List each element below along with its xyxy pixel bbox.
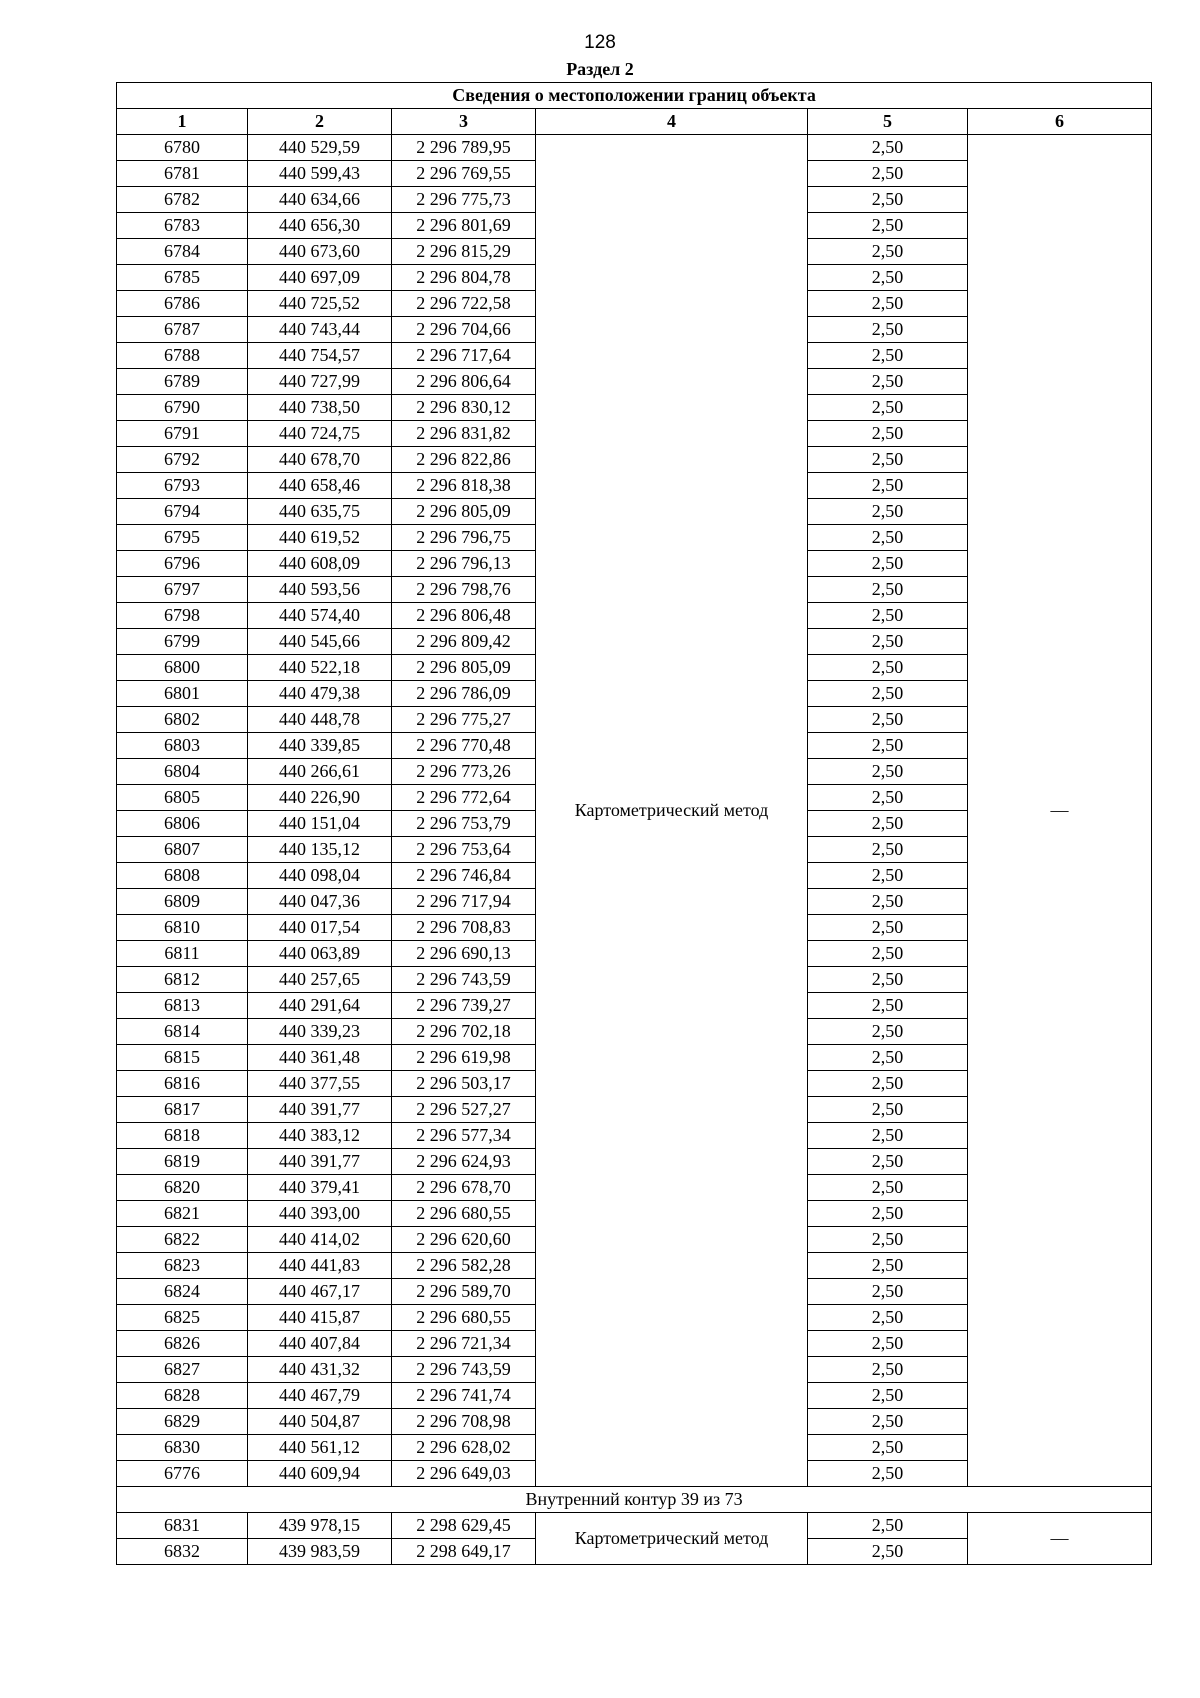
- y-coordinate-cell: 2 296 822,86: [392, 447, 536, 473]
- y-coordinate-cell: 2 296 708,83: [392, 915, 536, 941]
- y-coordinate-cell: 2 296 818,38: [392, 473, 536, 499]
- contour-label-group: [117, 1487, 1152, 1513]
- point-number-cell: 6820: [117, 1175, 248, 1201]
- precision-cell: 2,50: [808, 239, 968, 265]
- x-coordinate-cell: 440 339,23: [248, 1019, 392, 1045]
- precision-cell: 2,50: [808, 317, 968, 343]
- x-coordinate-cell: 440 361,48: [248, 1045, 392, 1071]
- column-number: 2: [248, 109, 392, 135]
- x-coordinate-cell: 440 545,66: [248, 629, 392, 655]
- precision-cell: 2,50: [808, 1201, 968, 1227]
- point-number-cell: 6828: [117, 1383, 248, 1409]
- precision-cell: 2,50: [808, 161, 968, 187]
- y-coordinate-cell: 2 296 704,66: [392, 317, 536, 343]
- precision-cell: 2,50: [808, 213, 968, 239]
- precision-cell: 2,50: [808, 863, 968, 889]
- point-number-cell: 6788: [117, 343, 248, 369]
- point-number-cell: 6817: [117, 1097, 248, 1123]
- point-number-cell: 6832: [117, 1539, 248, 1565]
- point-number-cell: 6818: [117, 1123, 248, 1149]
- y-coordinate-cell: 2 296 708,98: [392, 1409, 536, 1435]
- notes-cell: —: [968, 135, 1152, 1487]
- y-coordinate-cell: 2 296 775,73: [392, 187, 536, 213]
- point-number-cell: 6803: [117, 733, 248, 759]
- contour-label-row: [117, 1487, 1152, 1513]
- y-coordinate-cell: 2 296 722,58: [392, 291, 536, 317]
- y-coordinate-cell: 2 296 619,98: [392, 1045, 536, 1071]
- x-coordinate-cell: 440 448,78: [248, 707, 392, 733]
- y-coordinate-cell: 2 296 721,34: [392, 1331, 536, 1357]
- x-coordinate-cell: 440 697,09: [248, 265, 392, 291]
- precision-cell: 2,50: [808, 525, 968, 551]
- x-coordinate-cell: 440 151,04: [248, 811, 392, 837]
- y-coordinate-cell: 2 296 772,64: [392, 785, 536, 811]
- y-coordinate-cell: 2 296 743,59: [392, 967, 536, 993]
- point-number-cell: 6813: [117, 993, 248, 1019]
- y-coordinate-cell: 2 296 805,09: [392, 655, 536, 681]
- point-number-cell: 6797: [117, 577, 248, 603]
- point-number-cell: 6830: [117, 1435, 248, 1461]
- y-coordinate-cell: 2 296 830,12: [392, 395, 536, 421]
- point-number-cell: 6810: [117, 915, 248, 941]
- point-number-cell: 6786: [117, 291, 248, 317]
- x-coordinate-cell: 440 561,12: [248, 1435, 392, 1461]
- precision-cell: 2,50: [808, 1539, 968, 1565]
- precision-cell: 2,50: [808, 421, 968, 447]
- y-coordinate-cell: 2 296 753,64: [392, 837, 536, 863]
- x-coordinate-cell: 440 634,66: [248, 187, 392, 213]
- point-number-cell: 6826: [117, 1331, 248, 1357]
- point-number-cell: 6787: [117, 317, 248, 343]
- y-coordinate-cell: 2 296 678,70: [392, 1175, 536, 1201]
- precision-cell: 2,50: [808, 265, 968, 291]
- point-number-cell: 6814: [117, 1019, 248, 1045]
- x-coordinate-cell: 440 414,02: [248, 1227, 392, 1253]
- precision-cell: 2,50: [808, 1253, 968, 1279]
- y-coordinate-cell: 2 298 649,17: [392, 1539, 536, 1565]
- precision-cell: 2,50: [808, 1227, 968, 1253]
- x-coordinate-cell: 440 608,09: [248, 551, 392, 577]
- x-coordinate-cell: 440 467,17: [248, 1279, 392, 1305]
- y-coordinate-cell: 2 296 503,17: [392, 1071, 536, 1097]
- y-coordinate-cell: 2 296 582,28: [392, 1253, 536, 1279]
- table-caption: Сведения о местоположении границ объекта: [117, 83, 1152, 109]
- point-number-cell: 6798: [117, 603, 248, 629]
- x-coordinate-cell: 440 017,54: [248, 915, 392, 941]
- precision-cell: 2,50: [808, 967, 968, 993]
- point-number-cell: 6776: [117, 1461, 248, 1487]
- y-coordinate-cell: 2 296 741,74: [392, 1383, 536, 1409]
- point-number-cell: 6819: [117, 1149, 248, 1175]
- x-coordinate-cell: 440 063,89: [248, 941, 392, 967]
- point-number-cell: 6790: [117, 395, 248, 421]
- point-number-cell: 6815: [117, 1045, 248, 1071]
- method-cell: Картометрический метод: [536, 135, 808, 1487]
- table-caption-row: [117, 83, 1152, 109]
- x-coordinate-cell: 440 724,75: [248, 421, 392, 447]
- point-number-cell: 6831: [117, 1513, 248, 1539]
- y-coordinate-cell: 2 296 589,70: [392, 1279, 536, 1305]
- y-coordinate-cell: 2 296 789,95: [392, 135, 536, 161]
- precision-cell: 2,50: [808, 915, 968, 941]
- y-coordinate-cell: 2 296 775,27: [392, 707, 536, 733]
- point-number-cell: 6801: [117, 681, 248, 707]
- x-coordinate-cell: 440 619,52: [248, 525, 392, 551]
- precision-cell: 2,50: [808, 1279, 968, 1305]
- y-coordinate-cell: 2 296 809,42: [392, 629, 536, 655]
- x-coordinate-cell: 440 678,70: [248, 447, 392, 473]
- precision-cell: 2,50: [808, 1175, 968, 1201]
- y-coordinate-cell: 2 296 804,78: [392, 265, 536, 291]
- precision-cell: 2,50: [808, 1305, 968, 1331]
- y-coordinate-cell: 2 296 806,64: [392, 369, 536, 395]
- precision-cell: 2,50: [808, 1409, 968, 1435]
- y-coordinate-cell: 2 296 796,13: [392, 551, 536, 577]
- precision-cell: 2,50: [808, 993, 968, 1019]
- point-number-cell: 6794: [117, 499, 248, 525]
- precision-cell: 2,50: [808, 499, 968, 525]
- page-number: 128: [584, 32, 616, 53]
- y-coordinate-cell: 2 298 629,45: [392, 1513, 536, 1539]
- notes-cell: —: [968, 1513, 1152, 1565]
- y-coordinate-cell: 2 296 527,27: [392, 1097, 536, 1123]
- x-coordinate-cell: 440 754,57: [248, 343, 392, 369]
- x-coordinate-cell: 439 983,59: [248, 1539, 392, 1565]
- precision-cell: 2,50: [808, 655, 968, 681]
- column-number: 3: [392, 109, 536, 135]
- precision-cell: 2,50: [808, 447, 968, 473]
- precision-cell: 2,50: [808, 1357, 968, 1383]
- precision-cell: 2,50: [808, 811, 968, 837]
- precision-cell: 2,50: [808, 1513, 968, 1539]
- precision-cell: 2,50: [808, 1097, 968, 1123]
- point-number-cell: 6796: [117, 551, 248, 577]
- column-number-row: [117, 109, 1152, 135]
- y-coordinate-cell: 2 296 702,18: [392, 1019, 536, 1045]
- precision-cell: 2,50: [808, 1071, 968, 1097]
- x-coordinate-cell: 440 391,77: [248, 1149, 392, 1175]
- x-coordinate-cell: 440 658,46: [248, 473, 392, 499]
- precision-cell: 2,50: [808, 1123, 968, 1149]
- precision-cell: 2,50: [808, 603, 968, 629]
- y-coordinate-cell: 2 296 690,13: [392, 941, 536, 967]
- point-number-cell: 6791: [117, 421, 248, 447]
- point-number-cell: 6825: [117, 1305, 248, 1331]
- precision-cell: 2,50: [808, 395, 968, 421]
- x-coordinate-cell: 440 727,99: [248, 369, 392, 395]
- column-number: 1: [117, 109, 248, 135]
- x-coordinate-cell: 440 291,64: [248, 993, 392, 1019]
- y-coordinate-cell: 2 296 796,75: [392, 525, 536, 551]
- y-coordinate-cell: 2 296 739,27: [392, 993, 536, 1019]
- x-coordinate-cell: 440 529,59: [248, 135, 392, 161]
- x-coordinate-cell: 440 673,60: [248, 239, 392, 265]
- x-coordinate-cell: 440 479,38: [248, 681, 392, 707]
- point-number-cell: 6781: [117, 161, 248, 187]
- precision-cell: 2,50: [808, 343, 968, 369]
- inner-contour-points-group: [117, 1513, 1152, 1565]
- y-coordinate-cell: 2 296 769,55: [392, 161, 536, 187]
- precision-cell: 2,50: [808, 941, 968, 967]
- x-coordinate-cell: 440 743,44: [248, 317, 392, 343]
- point-number-cell: 6805: [117, 785, 248, 811]
- boundary-coordinates-table: [116, 82, 1152, 1565]
- point-number-cell: 6807: [117, 837, 248, 863]
- precision-cell: 2,50: [808, 1435, 968, 1461]
- x-coordinate-cell: 440 047,36: [248, 889, 392, 915]
- x-coordinate-cell: 440 135,12: [248, 837, 392, 863]
- y-coordinate-cell: 2 296 649,03: [392, 1461, 536, 1487]
- precision-cell: 2,50: [808, 629, 968, 655]
- precision-cell: 2,50: [808, 707, 968, 733]
- y-coordinate-cell: 2 296 577,34: [392, 1123, 536, 1149]
- point-number-cell: 6804: [117, 759, 248, 785]
- column-number: 6: [968, 109, 1152, 135]
- x-coordinate-cell: 440 391,77: [248, 1097, 392, 1123]
- point-number-cell: 6793: [117, 473, 248, 499]
- x-coordinate-cell: 440 593,56: [248, 577, 392, 603]
- precision-cell: 2,50: [808, 1331, 968, 1357]
- x-coordinate-cell: 440 377,55: [248, 1071, 392, 1097]
- y-coordinate-cell: 2 296 628,02: [392, 1435, 536, 1461]
- point-number-cell: 6795: [117, 525, 248, 551]
- y-coordinate-cell: 2 296 786,09: [392, 681, 536, 707]
- point-number-cell: 6824: [117, 1279, 248, 1305]
- y-coordinate-cell: 2 296 831,82: [392, 421, 536, 447]
- x-coordinate-cell: 440 609,94: [248, 1461, 392, 1487]
- point-number-cell: 6802: [117, 707, 248, 733]
- point-number-cell: 6782: [117, 187, 248, 213]
- y-coordinate-cell: 2 296 815,29: [392, 239, 536, 265]
- precision-cell: 2,50: [808, 135, 968, 161]
- precision-cell: 2,50: [808, 837, 968, 863]
- precision-cell: 2,50: [808, 187, 968, 213]
- x-coordinate-cell: 440 725,52: [248, 291, 392, 317]
- y-coordinate-cell: 2 296 680,55: [392, 1201, 536, 1227]
- x-coordinate-cell: 440 393,00: [248, 1201, 392, 1227]
- precision-cell: 2,50: [808, 1019, 968, 1045]
- contour-points-group: [117, 135, 1152, 1487]
- x-coordinate-cell: 440 504,87: [248, 1409, 392, 1435]
- x-coordinate-cell: 440 407,84: [248, 1331, 392, 1357]
- y-coordinate-cell: 2 296 801,69: [392, 213, 536, 239]
- x-coordinate-cell: 440 415,87: [248, 1305, 392, 1331]
- x-coordinate-cell: 440 635,75: [248, 499, 392, 525]
- x-coordinate-cell: 440 226,90: [248, 785, 392, 811]
- y-coordinate-cell: 2 296 806,48: [392, 603, 536, 629]
- point-number-cell: 6822: [117, 1227, 248, 1253]
- point-number-cell: 6789: [117, 369, 248, 395]
- point-number-cell: 6806: [117, 811, 248, 837]
- x-coordinate-cell: 440 656,30: [248, 213, 392, 239]
- point-number-cell: 6827: [117, 1357, 248, 1383]
- method-cell: Картометрический метод: [536, 1513, 808, 1565]
- y-coordinate-cell: 2 296 805,09: [392, 499, 536, 525]
- x-coordinate-cell: 439 978,15: [248, 1513, 392, 1539]
- precision-cell: 2,50: [808, 759, 968, 785]
- y-coordinate-cell: 2 296 624,93: [392, 1149, 536, 1175]
- x-coordinate-cell: 440 431,32: [248, 1357, 392, 1383]
- point-number-cell: 6812: [117, 967, 248, 993]
- x-coordinate-cell: 440 467,79: [248, 1383, 392, 1409]
- table-row: [117, 135, 1152, 161]
- point-number-cell: 6783: [117, 213, 248, 239]
- x-coordinate-cell: 440 441,83: [248, 1253, 392, 1279]
- precision-cell: 2,50: [808, 889, 968, 915]
- y-coordinate-cell: 2 296 798,76: [392, 577, 536, 603]
- x-coordinate-cell: 440 266,61: [248, 759, 392, 785]
- x-coordinate-cell: 440 738,50: [248, 395, 392, 421]
- precision-cell: 2,50: [808, 291, 968, 317]
- precision-cell: 2,50: [808, 681, 968, 707]
- point-number-cell: 6799: [117, 629, 248, 655]
- x-coordinate-cell: 440 383,12: [248, 1123, 392, 1149]
- y-coordinate-cell: 2 296 680,55: [392, 1305, 536, 1331]
- y-coordinate-cell: 2 296 770,48: [392, 733, 536, 759]
- x-coordinate-cell: 440 257,65: [248, 967, 392, 993]
- point-number-cell: 6792: [117, 447, 248, 473]
- y-coordinate-cell: 2 296 620,60: [392, 1227, 536, 1253]
- y-coordinate-cell: 2 296 753,79: [392, 811, 536, 837]
- y-coordinate-cell: 2 296 717,94: [392, 889, 536, 915]
- point-number-cell: 6800: [117, 655, 248, 681]
- x-coordinate-cell: 440 599,43: [248, 161, 392, 187]
- table-row: [117, 1513, 1152, 1539]
- point-number-cell: 6780: [117, 135, 248, 161]
- column-number: 5: [808, 109, 968, 135]
- precision-cell: 2,50: [808, 733, 968, 759]
- x-coordinate-cell: 440 522,18: [248, 655, 392, 681]
- precision-cell: 2,50: [808, 1045, 968, 1071]
- point-number-cell: 6808: [117, 863, 248, 889]
- y-coordinate-cell: 2 296 746,84: [392, 863, 536, 889]
- point-number-cell: 6809: [117, 889, 248, 915]
- point-number-cell: 6785: [117, 265, 248, 291]
- point-number-cell: 6821: [117, 1201, 248, 1227]
- point-number-cell: 6784: [117, 239, 248, 265]
- precision-cell: 2,50: [808, 551, 968, 577]
- y-coordinate-cell: 2 296 717,64: [392, 343, 536, 369]
- point-number-cell: 6829: [117, 1409, 248, 1435]
- x-coordinate-cell: 440 339,85: [248, 733, 392, 759]
- precision-cell: 2,50: [808, 1461, 968, 1487]
- precision-cell: 2,50: [808, 473, 968, 499]
- precision-cell: 2,50: [808, 369, 968, 395]
- point-number-cell: 6816: [117, 1071, 248, 1097]
- column-number: 4: [536, 109, 808, 135]
- precision-cell: 2,50: [808, 1383, 968, 1409]
- precision-cell: 2,50: [808, 785, 968, 811]
- x-coordinate-cell: 440 574,40: [248, 603, 392, 629]
- point-number-cell: 6823: [117, 1253, 248, 1279]
- contour-label: Внутренний контур 39 из 73: [117, 1487, 1152, 1513]
- precision-cell: 2,50: [808, 577, 968, 603]
- point-number-cell: 6811: [117, 941, 248, 967]
- x-coordinate-cell: 440 379,41: [248, 1175, 392, 1201]
- section-title: Раздел 2: [566, 59, 634, 79]
- y-coordinate-cell: 2 296 743,59: [392, 1357, 536, 1383]
- x-coordinate-cell: 440 098,04: [248, 863, 392, 889]
- precision-cell: 2,50: [808, 1149, 968, 1175]
- y-coordinate-cell: 2 296 773,26: [392, 759, 536, 785]
